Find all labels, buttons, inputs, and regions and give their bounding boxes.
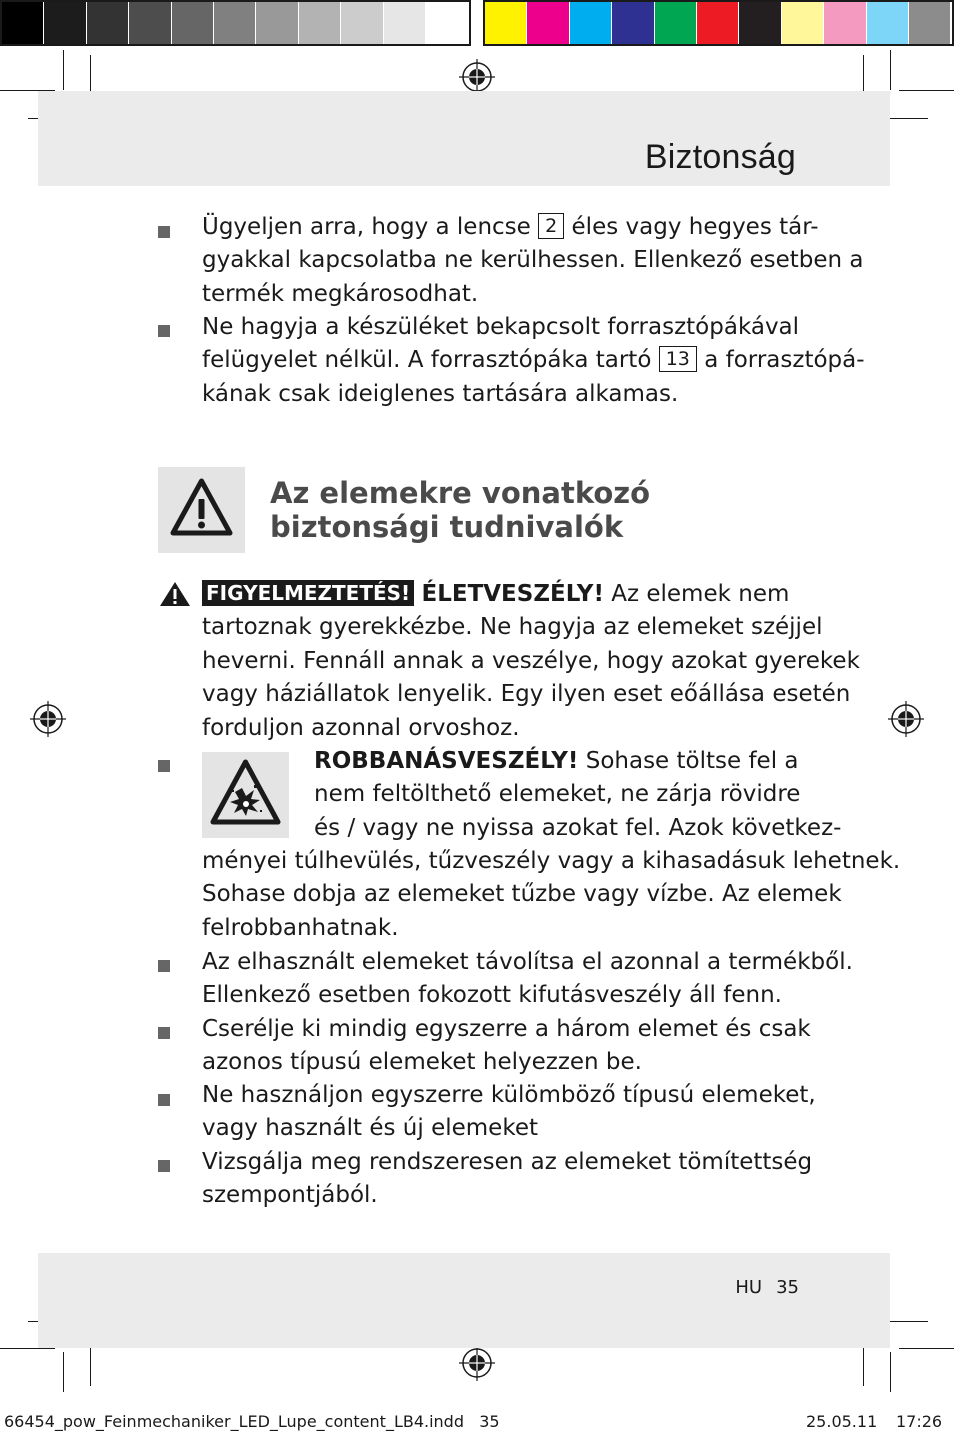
- color-swatch: [655, 2, 696, 44]
- bullet-icon: [158, 760, 170, 772]
- registration-mark-icon: [888, 701, 924, 737]
- color-swatch: [570, 2, 611, 44]
- explosion-hazard-icon: [202, 752, 289, 838]
- explosion-icon-box: [202, 752, 289, 838]
- page-title: Biztonság: [644, 138, 796, 176]
- color-swatch: [2, 2, 43, 44]
- warning-paragraph: [202, 578, 860, 745]
- text-line: Vizsgálja meg rendszeresen az elemeket tömítettség: [202, 1149, 813, 1175]
- crop-mark: [899, 90, 954, 91]
- warning-label: FIGYELMEZTETÉS!: [202, 580, 414, 606]
- color-swatch: [824, 2, 865, 44]
- text-line: Az elhasznált elemeket távolítsa el azonnal a termékből.: [202, 949, 853, 975]
- page-number-value: 35: [776, 1277, 799, 1298]
- crop-mark: [63, 1352, 64, 1392]
- color-swatch: [612, 2, 653, 44]
- danger-label: ROBBANÁSVESZÉLY!: [314, 748, 579, 774]
- footer-band: [38, 1253, 890, 1348]
- text-line: szempontjából.: [202, 1182, 378, 1209]
- part-reference: 13: [659, 346, 697, 372]
- text-line: Ügyeljen arra, hogy a lencse 2 éles vagy hegyes tár-: [202, 214, 819, 240]
- text-line: felrobbanhatnak.: [202, 914, 399, 941]
- list-item: [202, 1146, 813, 1213]
- warning-triangle-icon: [158, 467, 245, 553]
- color-swatch: [341, 2, 382, 44]
- section-heading: [270, 476, 830, 544]
- part-reference: 2: [538, 213, 564, 239]
- color-swatch: [867, 2, 908, 44]
- list-item: [202, 1013, 811, 1080]
- color-swatch: [426, 2, 467, 44]
- color-swatch: [909, 2, 950, 44]
- crop-mark: [0, 1348, 55, 1349]
- list-item: [202, 311, 865, 411]
- heading-line: Az elemekre vonatkozó: [270, 476, 651, 510]
- text-line: forduljon azonnal orvoshoz.: [202, 714, 520, 741]
- explosion-paragraph: [202, 845, 901, 945]
- explosion-paragraph-side: [314, 745, 842, 845]
- color-swatch: [527, 2, 568, 44]
- text-line: nem feltölthető elemeket, ne zárja rövidre: [314, 781, 801, 808]
- color-swatch: [44, 2, 85, 44]
- bullet-icon: [158, 1094, 170, 1106]
- bullet-icon: [158, 226, 170, 238]
- bullet-icon: [158, 1027, 170, 1039]
- color-swatch: [172, 2, 213, 44]
- color-swatch: [214, 2, 255, 44]
- section-icon-box: [158, 467, 245, 553]
- list-item: [202, 946, 853, 1013]
- text-line: felügyelet nélkül. A forrasztópáka tartó 13 a forrasztópá-: [202, 347, 865, 374]
- color-swatch: [384, 2, 425, 44]
- color-swatch: [485, 2, 526, 44]
- text-line: Ne hagyja a készüléket bekapcsolt forrasztópákával: [202, 314, 800, 340]
- registration-mark-icon: [459, 59, 495, 95]
- crop-mark: [899, 1348, 954, 1349]
- registration-mark-icon: [30, 701, 66, 737]
- text-line: ROBBANÁSVESZÉLY! Sohase töltse fel a: [314, 748, 799, 774]
- text-line: Cserélje ki mindig egyszerre a három elemet és csak: [202, 1016, 811, 1042]
- text-line: Sohase dobja az elemeket tűzbe vagy vízbe. Az elemek: [202, 881, 842, 908]
- text-line: Ellenkező esetben fokozott kifutásveszély áll fenn.: [202, 982, 782, 1009]
- slug-date: 25.05.11: [806, 1412, 878, 1431]
- page-number: [735, 1277, 799, 1298]
- list-item: [202, 1079, 816, 1146]
- color-swatch: [782, 2, 823, 44]
- color-swatch: [299, 2, 340, 44]
- text-line: FIGYELMEZTETÉS! ÉLETVESZÉLY! Az elemek nem: [202, 578, 802, 611]
- small-warning-icon: [158, 580, 192, 608]
- bullet-icon: [158, 960, 170, 972]
- text-line: gyakkal kapcsolatba ne kerülhessen. Ellenkező esetben a: [202, 247, 864, 274]
- crop-mark: [890, 50, 891, 90]
- text-line: azonos típusú elemeket helyezzen be.: [202, 1049, 642, 1076]
- language-code: HU: [735, 1277, 763, 1298]
- registration-mark-icon: [459, 1345, 495, 1381]
- danger-label: ÉLETVESZÉLY!: [421, 581, 604, 607]
- text-line: kának csak ideiglenes tartására alkamas.: [202, 380, 679, 407]
- crop-mark: [63, 50, 64, 90]
- slug-filename: 66454_pow_Feinmechaniker_LED_Lupe_content_LB4.indd 35: [4, 1412, 500, 1431]
- text-line: ményei túlhevülés, tűzveszély vagy a kihasadásuk lehetnek.: [202, 848, 901, 874]
- color-swatch: [697, 2, 738, 44]
- heading-line: biztonsági tudnivalók: [270, 510, 624, 544]
- slug-time: 17:26: [896, 1412, 943, 1431]
- color-swatch: [87, 2, 128, 44]
- text-line: és / vagy ne nyissa azokat fel. Azok következ-: [314, 814, 842, 841]
- color-swatch: [256, 2, 297, 44]
- text-line: vagy háziállatok lenyelik. Egy ilyen eset eőállása esetén: [202, 681, 851, 708]
- list-item: [202, 211, 864, 311]
- crop-mark: [890, 1352, 891, 1392]
- bullet-icon: [158, 325, 170, 337]
- text-line: vagy használt és új elemeket: [202, 1115, 538, 1142]
- text-line: tartoznak gyerekkézbe. Ne hagyja az elemeket széjjel: [202, 614, 823, 641]
- color-swatch: [739, 2, 780, 44]
- color-swatch: [129, 2, 170, 44]
- text-line: heverni. Fennáll annak a veszélye, hogy azokat gyerekek: [202, 647, 860, 674]
- text-line: termék megkárosodhat.: [202, 280, 479, 307]
- text-line: Ne használjon egyszerre külömböző típusú elemeket,: [202, 1082, 816, 1108]
- bullet-icon: [158, 1160, 170, 1172]
